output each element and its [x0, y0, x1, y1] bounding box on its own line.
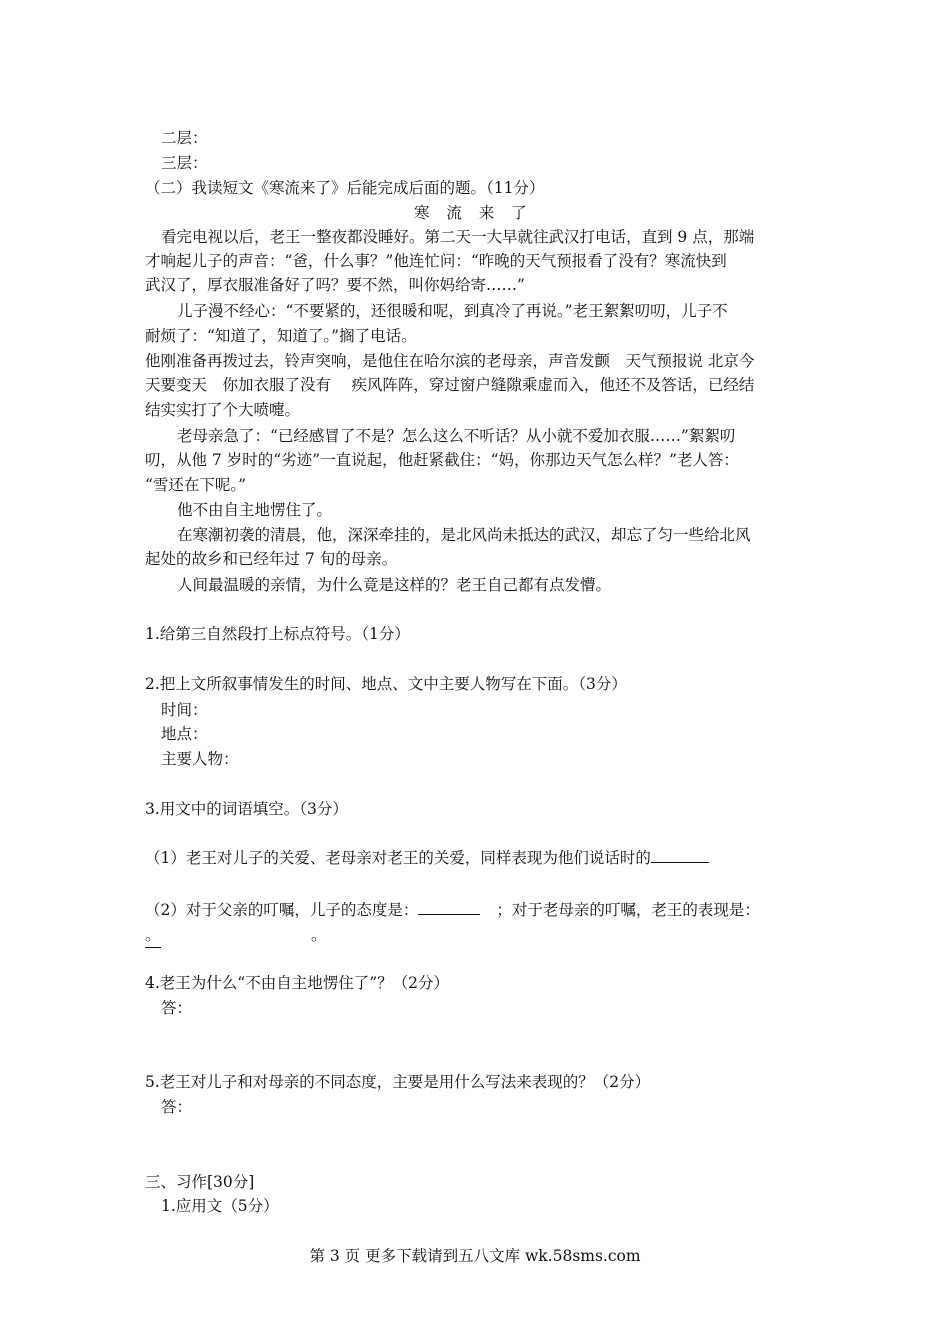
question-3-2-end-period: 。 [311, 926, 327, 944]
reading-heading: （二）我读短文《寒流来了》后能完成后面的题。（11分） [145, 179, 545, 197]
question-3: 3.用文中的词语填空。（3分） [145, 800, 348, 818]
paragraph-3-line: 他刚准备再拨过去，铃声突响，是他住在哈尔滨的老母亲，声音发颤 天气预报说 北京今 [145, 352, 755, 370]
answer-blank[interactable] [651, 846, 709, 863]
paragraph-6-line: 在寒潮初袭的清晨，他，深深牵挂的，是北风尚未抵达的武汉，却忘了匀一些给北风 [177, 526, 751, 544]
question-2-people: 主要人物： [161, 750, 239, 768]
question-3-2-period: 。 [145, 926, 161, 944]
paragraph-2-line: 耐烦了：“知道了，知道了。”搁了电话。 [145, 327, 417, 345]
paragraph-1-line: 才响起儿子的声音：“爸，什么事？”他连忙问：“昨晚的天气预报看了没有？寒流快到 [145, 252, 727, 270]
paragraph-2-line: 儿子漫不经心：“不要紧的，还很暖和呢，到真冷了再说。”老王絮絮叨叨，儿子不 [177, 302, 728, 320]
paragraph-1-line: 看完电视以后，老王一整夜都没睡好。第二天一大早就往武汉打电话，直到 9 点，那端 [161, 228, 755, 246]
paragraph-5: 他不由自主地愣住了。 [177, 501, 333, 519]
question-2-time: 时间： [161, 701, 208, 719]
paragraph-4-line: 叨，从他 7 岁时的“劣迹”一直说起，他赶紧截住：“妈，你那边天气怎么样？”老人答： [145, 451, 739, 469]
writing-heading: 三、习作[30分] [145, 1173, 255, 1191]
question-3-2-text-a: （2）对于父亲的叮嘱，儿子的态度是： [145, 901, 419, 919]
passage-title: 寒 流 来 了 [414, 204, 533, 222]
paragraph-4-line: 老母亲急了：“已经感冒了不是？怎么这么不听话？从小就不爱加衣服……”絮絮叨 [177, 427, 736, 445]
question-4-answer-label: 答： [161, 999, 193, 1017]
question-2: 2.把上文所叙事情发生的时间、地点、文中主要人物写在下面。（3分） [145, 675, 627, 693]
question-4: 4.老王为什么“不由自主地愣住了”？（2分） [145, 974, 449, 992]
question-5: 5.老王对儿子和对母亲的不同态度，主要是用什么写法来表现的？（2分） [145, 1073, 651, 1091]
question-5-answer-label: 答： [161, 1098, 193, 1116]
paragraph-3-line: 结实实打了个大喷嚏。 [145, 401, 301, 419]
paragraph-1-line: 武汉了，厚衣服准备好了吗？要不然，叫你妈给寄……” [145, 276, 525, 294]
question-3-2-blank-line[interactable] [145, 923, 161, 948]
writing-item-1: 1.应用文（5分） [161, 1197, 279, 1215]
page-footer: 第 3 页 更多下载请到五八文库 wk.58sms.com [309, 1247, 641, 1265]
paragraph-6-line: 起处的故乡和已经年过 7 旬的母亲。 [145, 550, 398, 568]
question-3-1 [145, 846, 709, 870]
question-3-2 [145, 898, 760, 922]
question-3-1-text: （1）老王对儿子的关爱、老母亲对老王的关爱，同样表现为他们说话时的 [145, 849, 651, 867]
question-3-2-text-b: ；对于老母亲的叮嘱，老王的表现是： [496, 901, 760, 919]
answer-blank[interactable] [418, 898, 480, 915]
layer-2-label: 二层： [161, 129, 208, 147]
paragraph-4-line: “雪还在下呢。” [145, 476, 247, 494]
question-3-2-continued [145, 923, 327, 948]
question-2-place: 地点： [161, 725, 208, 743]
question-1: 1.给第三自然段打上标点符号。（1分） [145, 625, 410, 643]
paragraph-3-line: 天要变天 你加衣服了没有 疾风阵阵，穿过窗户缝隙乘虚而入，他还不及答话，已经结 [145, 376, 755, 394]
paragraph-7: 人间最温暖的亲情，为什么竟是这样的？老王自己都有点发懵。 [177, 576, 612, 594]
layer-3-label: 三层： [161, 154, 208, 172]
